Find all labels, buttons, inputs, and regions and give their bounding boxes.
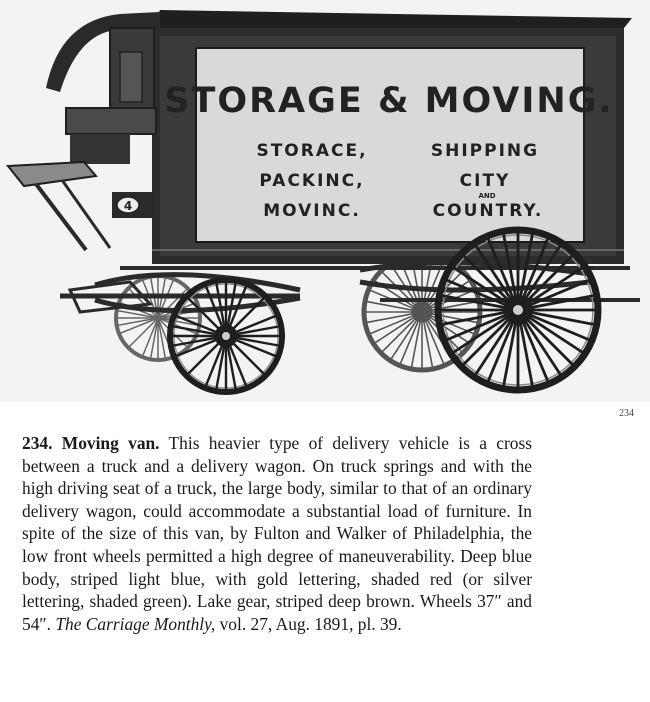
near-front-wheel (170, 280, 282, 392)
sign-left-line-1: STORACE, (256, 141, 368, 161)
sign-right-line-4: COUNTRY. (432, 201, 544, 221)
seat-plate-number: 4 (123, 199, 133, 213)
sign-headline: STORAGE & MOVING. (164, 81, 614, 121)
sign-left-line-2: PACKINC, (259, 171, 365, 191)
far-front-wheel (116, 276, 200, 360)
caption-title: Moving van. (61, 433, 160, 453)
near-rear-wheel (438, 230, 598, 390)
sign-left-line-3: MOVINC. (263, 201, 361, 221)
driver-seat (8, 12, 160, 250)
caption (22, 432, 532, 635)
caption-number: 234. (22, 433, 53, 453)
caption-source-title: The Carriage Monthly, (55, 613, 216, 634)
sign-right-line-2: CITY (459, 171, 511, 191)
far-rear-wheel (364, 254, 480, 370)
van-body (152, 10, 632, 264)
sign-right-line-3: AND (478, 192, 496, 200)
plate-number: 234 (619, 408, 634, 419)
caption-source-details: vol. 27, Aug. 1891, pl. 39. (215, 613, 402, 634)
sign-right-line-1: SHIPPING (430, 141, 540, 161)
caption-body: This heavier type of delivery vehicle is a cross between a truck and a delivery wagon. On truck springs and with the high driving seat of a truck, the large body, similar to that of an ordinary delivery wagon, could accommodate a substantial load of furniture. In spite of the size of this van, by Fulton and Walker of Philadelphia, the low front wheels permitted a high degree of maneuverability. Deep blue body, striped light blue, with gold lettering, shaded red (or silver lettering, shaded green). Lake gear, striped deep brown. Wheels 37″ and 54″. (22, 433, 532, 634)
